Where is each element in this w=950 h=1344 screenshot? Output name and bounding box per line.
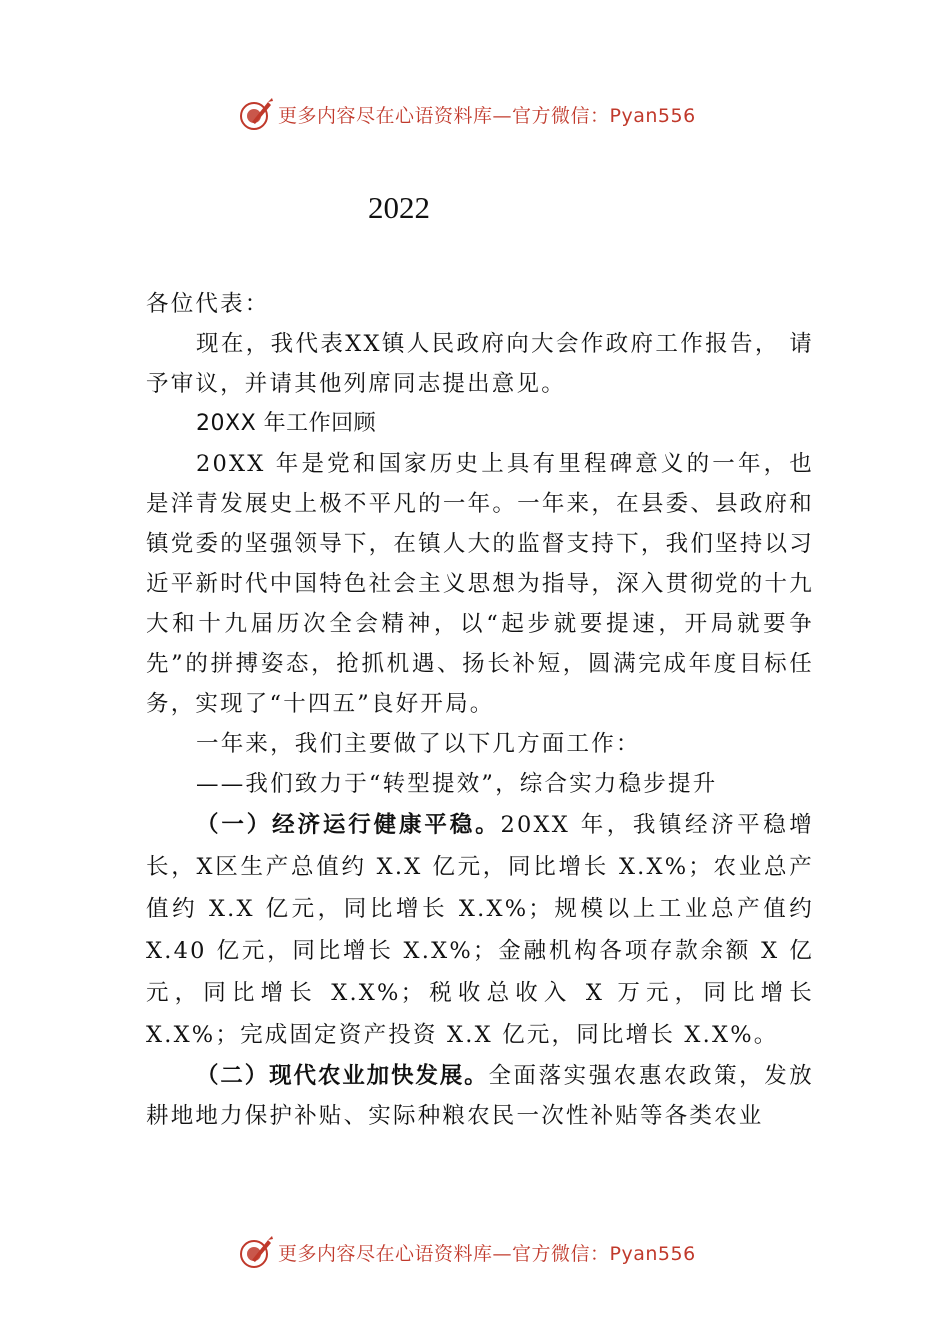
item-2-body: 全面落实强农惠农政策，发放耕地地力保护补贴、实际种粮农民一次性补贴等各类农业 [146,1063,814,1129]
watermark-text: 更多内容尽在心语资料库—官方微信：Pyan556 [278,104,696,127]
review-paragraph: 20XX 年是党和国家历史上具有里程碑意义的一年，也是洋青发展史上极不平凡的一年。一年来，在县委、县政府和镇党委的坚强领导下，在镇人大的监督支持下，我们坚持以习近平新时代中国特色社会主义思想为指导，深入贯彻党的十九大和十九届历次全会精神，以“起步就要提速，开局就要争先”的拼搏姿态，抢抓机遇、扬长补短，圆满完成年度目标任务，实现了“十四五”良好开局。 [146,451,814,717]
theme-line: ——我们致力于“转型提效”，综合实力稳步提升 [196,771,718,797]
watermark-header [238,94,738,134]
watermark-text: 更多内容尽在心语资料库—官方微信：Pyan556 [278,1242,696,1265]
salutation: 各位代表： [146,291,270,317]
work-intro-paragraph: 一年来，我们主要做了以下几方面工作： [196,731,641,757]
item-1-body: 20XX 年，我镇经济平稳增长，X区生产总值约 X.X 亿元，同比增长 X.X%；农业总产值约 X.X 亿元，同比增长 X.X%；规模以上工业总产值约 X.40 亿元，同比增长 X.X%；金融机构各项存款余额 X 亿元，同比增长 X.X%；税收总收入 X 万元，同比增长 X.X%；完成固定资产投资 X.X 亿元，同比增长 X.X%。 [146,812,814,1048]
section-heading: 20XX 年工作回顾 [196,411,377,436]
item-1-paragraph [146,804,814,1056]
quill-logo-icon [238,1234,274,1270]
item-2-lead: （二）现代农业加快发展。 [196,1063,489,1089]
item-2-paragraph [146,1056,814,1136]
intro-paragraph: 现在，我代表XX镇人民政府向大会作政府工作报告， 请予审议，并请其他列席同志提出意见。 [146,331,814,397]
quill-logo-icon [238,96,274,132]
document-body [146,284,814,1136]
watermark-handle: Pyan556 [609,104,696,127]
item-1-lead: （一）经济运行健康平稳。 [196,812,501,838]
watermark-handle: Pyan556 [609,1242,696,1265]
watermark-footer [238,1232,738,1272]
document-title: 2022 [368,190,430,225]
